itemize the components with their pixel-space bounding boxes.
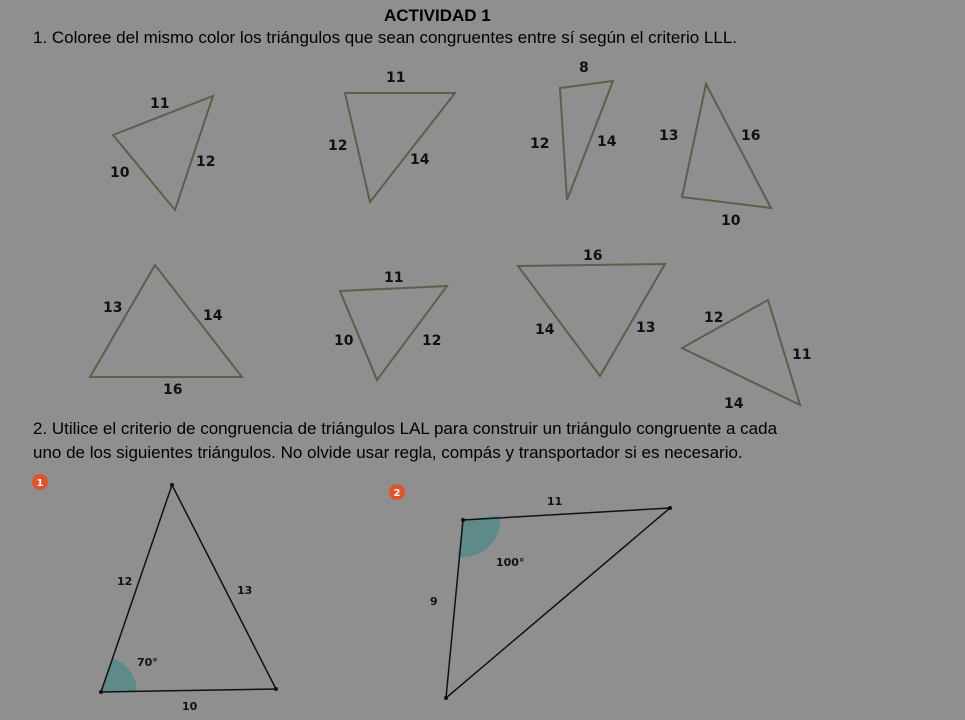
triangle-5-side-left: 13 [103,300,123,316]
triangle-5-side-bottom: 16 [163,382,183,398]
triangle-2 [328,70,455,202]
triangle-6-side-top: 11 [384,270,404,286]
triangle-1-side-left: 10 [110,165,130,181]
figure-1-side-right: 13 [237,584,253,597]
figure-2 [389,484,672,700]
activity-title: ACTIVIDAD 1 [384,6,491,25]
figure-1-marker-number: 1 [36,478,44,489]
triangle-2-side-left: 12 [328,138,348,154]
triangle-6 [334,270,447,380]
triangle-5-side-right: 14 [203,308,223,324]
triangle-7-side-right: 13 [636,320,656,336]
triangle-7 [518,248,665,376]
triangle-3 [530,60,617,200]
triangle-3-side-left: 12 [530,136,550,152]
figure-1 [32,474,278,713]
figure-1-side-left: 12 [117,575,133,588]
triangle-4-side-right: 16 [741,128,761,144]
triangle-4-side-bottom: 10 [721,213,741,229]
triangle-6-side-right: 12 [422,333,442,349]
triangle-7-side-top: 16 [583,248,603,264]
figure-1-angle-label: 70° [137,656,158,669]
question-1-text: 1. Coloree del mismo color los triángulos que sean congruentes entre sí según el criterio LLL. [33,28,737,47]
figure-2-side-left: 9 [430,595,438,608]
triangle-3-side-right: 14 [597,134,617,150]
triangle-8-side-bottom: 14 [724,396,744,412]
triangle-8 [682,300,811,412]
triangle-1-side-top: 11 [150,96,170,112]
triangle-8-side-top: 12 [704,310,724,326]
question-2-text-line1: 2. Utilice el criterio de congruencia de triángulos LAL para construir un triángulo congruente a cada [33,419,778,438]
figure-2-side-top: 11 [547,495,563,508]
figure-2-angle-label: 100° [496,556,525,569]
triangle-8-side-right: 11 [792,347,812,363]
triangle-2-side-right: 14 [410,152,430,168]
triangle-4-side-left: 13 [659,128,679,144]
triangle-4 [659,84,771,229]
figure-2-marker-number: 2 [393,488,401,499]
figure-1-side-bottom: 10 [182,700,198,713]
triangle-5 [90,265,242,398]
triangle-1 [110,96,215,210]
triangle-2-side-top: 11 [386,70,406,86]
triangle-3-side-top: 8 [579,60,589,76]
triangle-1-side-right: 12 [196,154,216,170]
question-2-text-line2: uno de los siguientes triángulos. No olvide usar regla, compás y transportador si es necesario. [33,443,743,462]
triangle-6-side-left: 10 [334,333,354,349]
triangle-7-side-left: 14 [535,322,555,338]
